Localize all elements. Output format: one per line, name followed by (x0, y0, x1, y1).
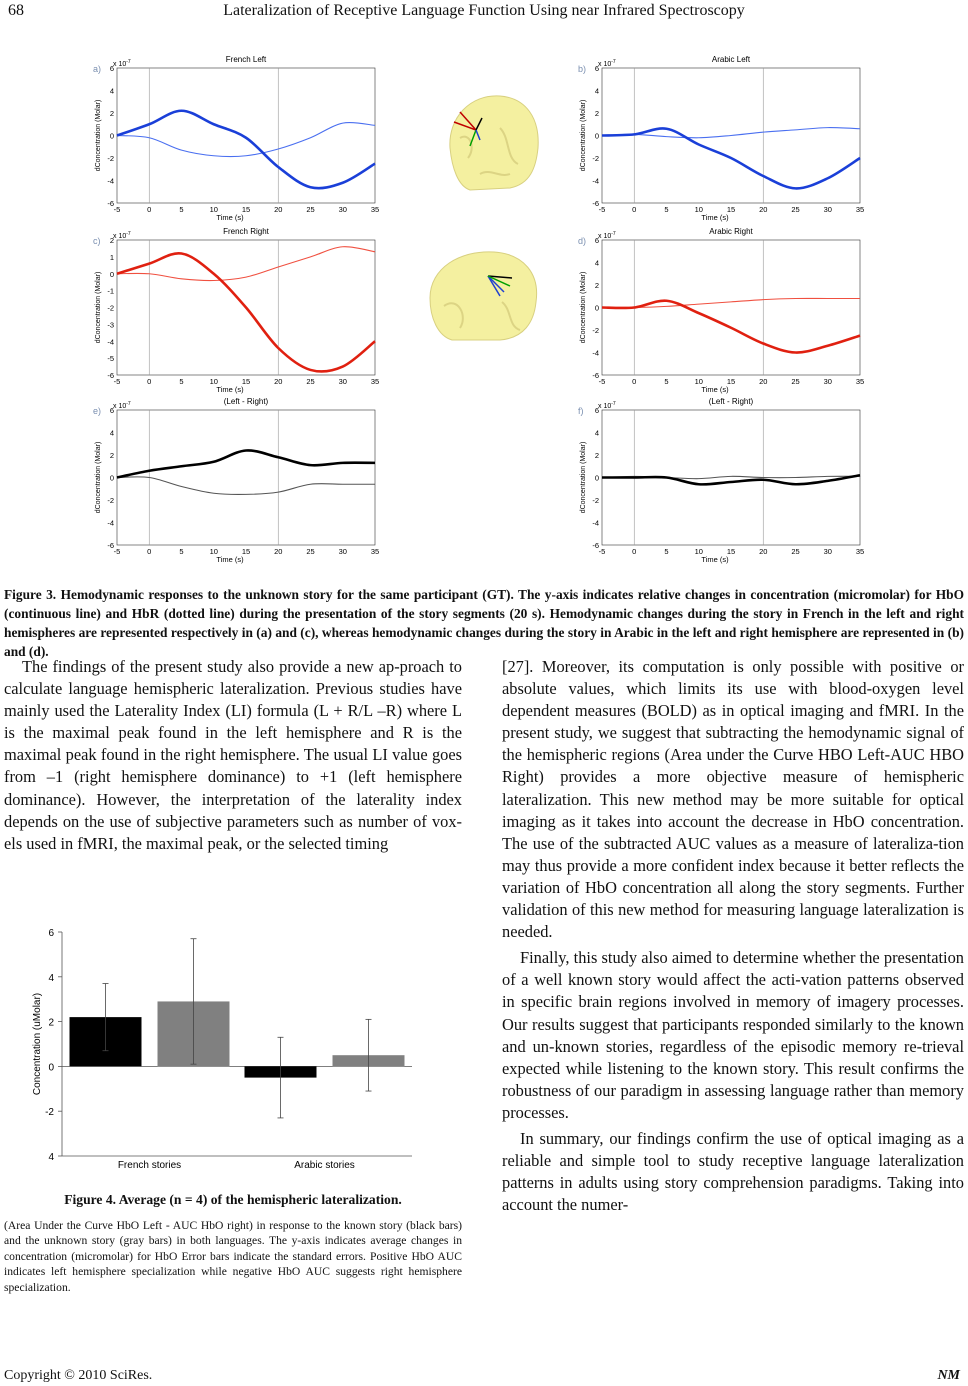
panel-letter: a) (93, 64, 102, 74)
x-tick-label: 10 (209, 547, 218, 556)
y-tick-label: -6 (107, 371, 114, 380)
y-tick-label: -2 (592, 154, 599, 163)
x-tick-label: 35 (855, 377, 865, 386)
x-tick-label: 10 (694, 205, 703, 214)
y-tick-label: -4 (107, 337, 114, 347)
x-tick-label: 5 (179, 205, 184, 214)
x-tick-label: 20 (759, 547, 768, 556)
panel-frame (117, 410, 375, 545)
hbr-line (117, 123, 375, 157)
right-paragraph-3: In summary, our findings confirm the use of optical imaging as a reliable and simple tool to study receptive language lateralization patterns in adults using story comprehension paradigms. Taking into account the numer- (502, 1128, 964, 1215)
y-tick-label: 4 (594, 258, 599, 268)
x-axis-label: Time (s) (701, 213, 729, 222)
y-tick-label: -4 (592, 176, 599, 186)
x-tick-label: 0 (147, 547, 152, 556)
panel-exponent: x $10^{-7}$ (598, 59, 616, 68)
y-tick-label: 6 (109, 64, 114, 73)
y-tick-label: 6 (109, 406, 114, 415)
category-label: Arabic stories (294, 1160, 355, 1171)
y-tick-label: -6 (592, 371, 599, 380)
y-tick-label: 2 (594, 109, 599, 118)
x-tick-label: 15 (241, 205, 251, 214)
y-tick-label: 0 (48, 1062, 54, 1074)
y-tick-label: 2 (109, 109, 114, 118)
panel-exponent: x $10^{-7}$ (598, 231, 616, 240)
y-axis-label: dConcentration (Molar) (95, 271, 102, 344)
x-tick-label: 5 (179, 377, 184, 386)
hbo-line (117, 450, 375, 477)
panel-title: Arabic Left (711, 55, 751, 64)
x-tick-label: 0 (147, 377, 152, 386)
y-tick-label: -6 (592, 199, 599, 208)
brain-head-right-illustration (424, 246, 544, 346)
x-tick-label: 25 (791, 205, 800, 214)
y-axis-label: dConcentration (Molar) (580, 271, 587, 344)
y-tick-label: 4 (109, 86, 114, 96)
footer-journal: NM (937, 1368, 960, 1383)
panel-frame (117, 68, 375, 203)
figure4-bar-chart (4, 920, 424, 1180)
left-paragraph-1: The findings of the present study also provide a new ap-proach to calculate language hemispheric lateralization. Previous studies have mainly used the Laterality Index (LI) formula (L + R/L –R) where L is the maximal peak found in the left hemisphere and R is the maximal peak found in the right hemisphere. The usual LI value goes from –1 (right hemisphere dominance) to +1 (left hemisphere dominance). However, the interpretation of the laterality index depends on the use of subjective parameters such as number of vox-els used in fMRI, the maximal peak, or the selected timing (4, 657, 462, 853)
x-tick-label: 0 (632, 205, 637, 214)
x-tick-label: 30 (338, 547, 347, 556)
x-tick-label: 15 (726, 205, 736, 214)
hbo-line (117, 111, 375, 188)
figure4-caption-body: (Area Under the Curve HbO Left - AUC HbO right) in response to the known story (black bars) and the unknown story (gray bars) in both languages. The y-axis indicates average changes in concentration (micromolar) for HbO Error bars indicate the standard errors. Positive HbO AUC indicates left hemisphere specialization while negative HbO AUC suggests right hemisphere specialization. (4, 1219, 462, 1294)
figure3-panel-a (90, 50, 390, 230)
y-tick-label: 4 (109, 428, 114, 438)
panel-letter: e) (93, 406, 102, 416)
x-axis-label: Time (s) (216, 555, 244, 564)
y-tick-label: 6 (48, 928, 54, 939)
x-tick-label: 0 (147, 205, 152, 214)
x-tick-label: 30 (823, 547, 832, 556)
x-tick-label: 20 (274, 547, 283, 556)
figure4-caption-title: Figure 4. Average (n = 4) of the hemispheric lateralization. (64, 1192, 402, 1207)
panel-exponent: x $10^{-7}$ (598, 401, 616, 410)
x-tick-label: -5 (598, 205, 606, 214)
x-tick-label: 20 (759, 205, 768, 214)
panel-title: (Left - Right) (223, 397, 269, 406)
x-tick-label: 25 (791, 377, 800, 386)
x-tick-label: 20 (274, 377, 283, 386)
x-tick-label: 5 (179, 547, 184, 556)
x-axis-label: Time (s) (216, 385, 244, 394)
page-number: 68 (8, 2, 24, 19)
x-tick-label: -5 (598, 377, 606, 386)
panel-exponent: x $10^{-7}$ (113, 231, 131, 240)
x-tick-label: 20 (274, 205, 283, 214)
running-title: Lateralization of Receptive Language Function Using near Infrared Spectroscopy (223, 2, 745, 19)
x-tick-label: 15 (726, 377, 736, 386)
x-tick-label: -5 (113, 377, 121, 386)
y-tick-label: -6 (592, 541, 599, 550)
y-tick-label: -1 (107, 286, 114, 296)
y-tick-label: 2 (109, 236, 114, 245)
x-tick-label: 25 (306, 547, 315, 556)
figure3-panel-f (575, 392, 875, 582)
x-tick-label: 5 (664, 205, 669, 214)
x-tick-label: 5 (664, 547, 669, 556)
panel-title: French Left (225, 55, 267, 64)
x-tick-label: 35 (370, 547, 380, 556)
x-tick-label: 30 (338, 377, 347, 386)
x-tick-label: 0 (632, 547, 637, 556)
x-tick-label: 15 (241, 377, 251, 386)
y-tick-label: 4 (594, 86, 599, 96)
brain-head-left-illustration (440, 88, 550, 198)
y-tick-label: -2 (592, 326, 599, 335)
y-axis-label: dConcentration (Molar) (580, 99, 587, 172)
y-tick-label: 2 (109, 451, 114, 460)
y-tick-label: 1 (109, 252, 114, 262)
y-tick-label: 6 (594, 406, 599, 415)
y-tick-label: 6 (594, 64, 599, 73)
category-label: French stories (117, 1160, 182, 1171)
x-tick-label: 25 (306, 377, 315, 386)
x-tick-label: 35 (370, 377, 380, 386)
panel-title: Arabic Right (709, 227, 753, 236)
figure3-panel-c (90, 222, 390, 406)
x-axis-label: Time (s) (701, 555, 729, 564)
x-tick-label: 5 (664, 377, 669, 386)
y-tick-label: 2 (594, 281, 599, 290)
x-tick-label: 0 (632, 377, 637, 386)
y-tick-label: 2 (48, 1017, 54, 1029)
x-tick-label: 30 (823, 377, 832, 386)
y-tick-label: 0 (109, 269, 114, 279)
hbr-line (117, 247, 375, 281)
y-tick-label: 0 (594, 131, 599, 141)
right-column (502, 656, 964, 1216)
y-tick-label: 0 (594, 473, 599, 483)
y-tick-label: -6 (107, 541, 114, 550)
hbo-line (602, 301, 860, 353)
figure3-panel-d (575, 222, 875, 412)
x-axis-label: Time (s) (216, 213, 244, 222)
y-tick-label: 4 (48, 1152, 54, 1163)
panel-letter: c) (93, 236, 101, 246)
panel-letter: d) (578, 236, 587, 246)
y-axis-label: Concentration (uMolar) (32, 992, 43, 1096)
x-tick-label: 10 (694, 547, 703, 556)
x-tick-label: 10 (694, 377, 703, 386)
panel-exponent: x $10^{-7}$ (113, 401, 131, 410)
figure3-caption: Figure 3. Hemodynamic responses to the unknown story for the same participant (GT). The y-axis indicates relative changes in concentration (micromolar) for HbO (continuous line) and HbR (dotted line) during the presentation of the story segments (20 s). Hemodynamic changes during the story in French in the left and right hemispheres are represented respectively in (a) and (c), whereas hemodynamic changes during the story in Arabic in the left and right hemisphere are represented in (b) and (d). (4, 587, 964, 659)
y-tick-label: 4 (594, 428, 599, 438)
y-tick-label: 4 (48, 972, 54, 984)
x-axis-label: Time (s) (701, 385, 729, 394)
y-tick-label: -2 (592, 496, 599, 505)
y-tick-label: -2 (45, 1107, 54, 1119)
x-tick-label: -5 (113, 547, 121, 556)
figure3-panel-e (90, 392, 390, 572)
x-tick-label: -5 (598, 547, 606, 556)
x-tick-label: -5 (113, 205, 121, 214)
panel-letter: f) (578, 406, 584, 416)
x-tick-label: 30 (823, 205, 832, 214)
y-tick-label: -4 (107, 518, 114, 528)
y-tick-label: -5 (107, 354, 114, 364)
x-tick-label: 35 (370, 205, 380, 214)
y-tick-label: 0 (594, 303, 599, 313)
y-tick-label: -6 (107, 199, 114, 208)
x-tick-label: 35 (855, 547, 865, 556)
right-paragraph-1: [27]. Moreover, its computation is only possible with positive or absolute values, which limits its use with blood-oxygen level dependent measures (BOLD) as in optical imaging and fMRI. In the present study, we suggest that subtracting the hemodynamic signal of the hemispheric regions (Area under the Curve HBO Left-AUC HBO Right) provides a more objective measure of hemispheric lateralization. This new method may be more suitable for optical imaging as it takes into account the decrease in HbO concentration. The use of the subtracted AUC values as a measure of lateraliza-tion may thus provide a more confident index because it better reflects the variation of HbO concentration all along the story segments. Further validation of this new method for measuring language lateralization is needed. (502, 657, 964, 942)
panel-letter: b) (578, 64, 587, 74)
x-tick-label: 30 (338, 205, 347, 214)
y-tick-label: -2 (107, 303, 114, 313)
panel-title: (Left - Right) (708, 397, 754, 406)
y-tick-label: -4 (592, 518, 599, 528)
figure3-panel-b (575, 50, 875, 230)
panel-exponent: x $10^{-7}$ (113, 59, 131, 68)
hbo-line (117, 253, 375, 371)
y-tick-label: 2 (594, 451, 599, 460)
y-tick-label: -4 (592, 348, 599, 358)
y-tick-label: 6 (594, 236, 599, 245)
footer-copyright: Copyright © 2010 SciRes. (4, 1368, 153, 1383)
right-paragraph-2: Finally, this study also aimed to determine whether the presentation of a well known story would affect the acti-vation patterns observed in specific brain regions involved in memory of imagery processes. Our results suggest that participants responded similarly to the known and un-known stories, regardless of the episodic memory re-trieval expected while listening to the known story. This result confirms the robustness of our paradigm in assessing language rather than memory processes. (502, 948, 964, 1122)
hbo-line (602, 128, 860, 188)
x-tick-label: 10 (209, 377, 218, 386)
x-tick-label: 15 (241, 547, 251, 556)
x-tick-label: 20 (759, 377, 768, 386)
y-tick-label: -2 (107, 496, 114, 505)
x-tick-label: 10 (209, 205, 218, 214)
panel-title: French Right (223, 227, 269, 236)
y-tick-label: -4 (107, 176, 114, 186)
y-axis-label: dConcentration (Molar) (95, 99, 102, 172)
hbr-line (117, 477, 375, 495)
y-tick-label: -2 (107, 154, 114, 163)
y-axis-label: dConcentration (Molar) (95, 441, 102, 514)
y-tick-label: -3 (107, 320, 114, 330)
y-axis-label: dConcentration (Molar) (580, 441, 587, 514)
x-tick-label: 15 (726, 547, 736, 556)
y-tick-label: 0 (109, 131, 114, 141)
x-tick-label: 35 (855, 205, 865, 214)
page-header (0, 0, 968, 26)
left-column (4, 656, 462, 855)
y-tick-label: 0 (109, 473, 114, 483)
x-tick-label: 25 (306, 205, 315, 214)
x-tick-label: 25 (791, 547, 800, 556)
